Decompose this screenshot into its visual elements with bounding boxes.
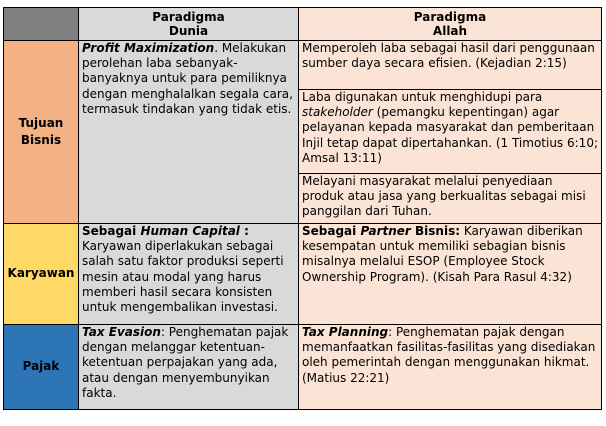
cell-tujuan-dunia — [79, 41, 299, 224]
karyawan-dunia-lead-after: : — [239, 224, 249, 238]
cell-pajak-dunia — [79, 325, 299, 410]
header-dunia-label: Dunia — [168, 24, 209, 38]
tujuan-allah-text-2a: Laba digunakan untuk menghidupi para — [302, 90, 543, 104]
cell-tujuan-allah-3 — [299, 174, 602, 224]
karyawan-label: Karyawan — [7, 266, 75, 281]
karyawan-dunia-lead: Sebagai — [82, 224, 141, 238]
row-pajak — [4, 325, 602, 410]
karyawan-dunia-text: Karyawan diperlakukan sebagai salah satu faktor produksi seperti mesin atau modal yang harus memberi hasil secara konsisten untuk mengembalikan investasi. — [82, 239, 284, 315]
row-label-tujuan-bisnis — [4, 41, 79, 224]
pajak-label: Pajak — [22, 359, 60, 374]
tujuan-allah-text-2b: (pemangku kepentingan) agar pelayanan kepada masyarakat dan pemberitaan Injil tetap dapat dipertahankan. (1 Timotius 6:10; Amsal 13:11) — [302, 105, 598, 165]
cell-tujuan-allah-1 — [299, 41, 602, 90]
row-tujuan-bisnis-1 — [4, 41, 602, 90]
cell-tujuan-allah-2 — [299, 90, 602, 174]
tujuan-dunia-text: . Melakukan perolehan laba sebanyak-banyaknya untuk para pemiliknya dengan menghalalkan segala cara, termasuk tindakan yang tidak etis. — [82, 41, 293, 116]
tujuan-label-line1: Tujuan — [18, 116, 64, 130]
tujuan-label-line2: Bisnis — [20, 133, 62, 147]
pajak-allah-text: : Penghematan pajak dengan memanfaatkan fasilitas-fasilitas yang disediakan oleh pemerintah dengan menggunakan hikmat. (Matius 22:21) — [302, 325, 596, 385]
cell-karyawan-allah — [299, 224, 602, 325]
tax-planning-term: Tax Planning — [302, 325, 389, 339]
header-paradigma-left: Paradigma — [152, 10, 225, 24]
partner-term: Partner — [360, 224, 411, 238]
tujuan-allah-text-3: Melayani masyarakat melalui penyediaan produk atau jasa yang berkualitas sebagai misi panggilan dari Tuhan. — [302, 174, 586, 219]
header-allah-label: Allah — [432, 24, 468, 38]
karyawan-allah-lead: Sebagai — [302, 224, 361, 238]
header-paradigma-right: Paradigma — [413, 10, 487, 24]
cell-pajak-allah — [299, 325, 602, 410]
row-label-pajak — [4, 325, 79, 410]
paradigma-comparison-table — [3, 7, 602, 410]
row-label-karyawan — [4, 224, 79, 325]
karyawan-allah-text: Karyawan diberikan kesempatan untuk memiliki sebagian bisnis misalnya melalui ESOP (Employee Stock Ownership Program). (Kisah Para Rasul 4:32) — [302, 224, 583, 284]
stakeholder-term: stakeholder — [302, 105, 373, 120]
profit-maximization-term: Profit Maximization — [82, 41, 215, 55]
karyawan-allah-lead-after: Bisnis: — [410, 224, 461, 238]
header-allah — [299, 8, 602, 41]
corner-cell — [4, 8, 79, 41]
human-capital-term: Human Capital — [140, 224, 240, 238]
header-dunia — [79, 8, 299, 41]
pajak-dunia-text: : Penghematan pajak dengan melanggar ketentuan-ketentuan perpajakan yang ada, atau dengan menyembunyikan fakta. — [82, 325, 289, 400]
header-row — [4, 8, 602, 41]
cell-karyawan-dunia — [79, 224, 299, 325]
tax-evasion-term: Tax Evasion — [82, 325, 161, 339]
row-karyawan — [4, 224, 602, 325]
tujuan-allah-text-1: Memperoleh laba sebagai hasil dari penggunaan sumber daya secara efisien. (Kejadian 2:15) — [302, 41, 595, 71]
